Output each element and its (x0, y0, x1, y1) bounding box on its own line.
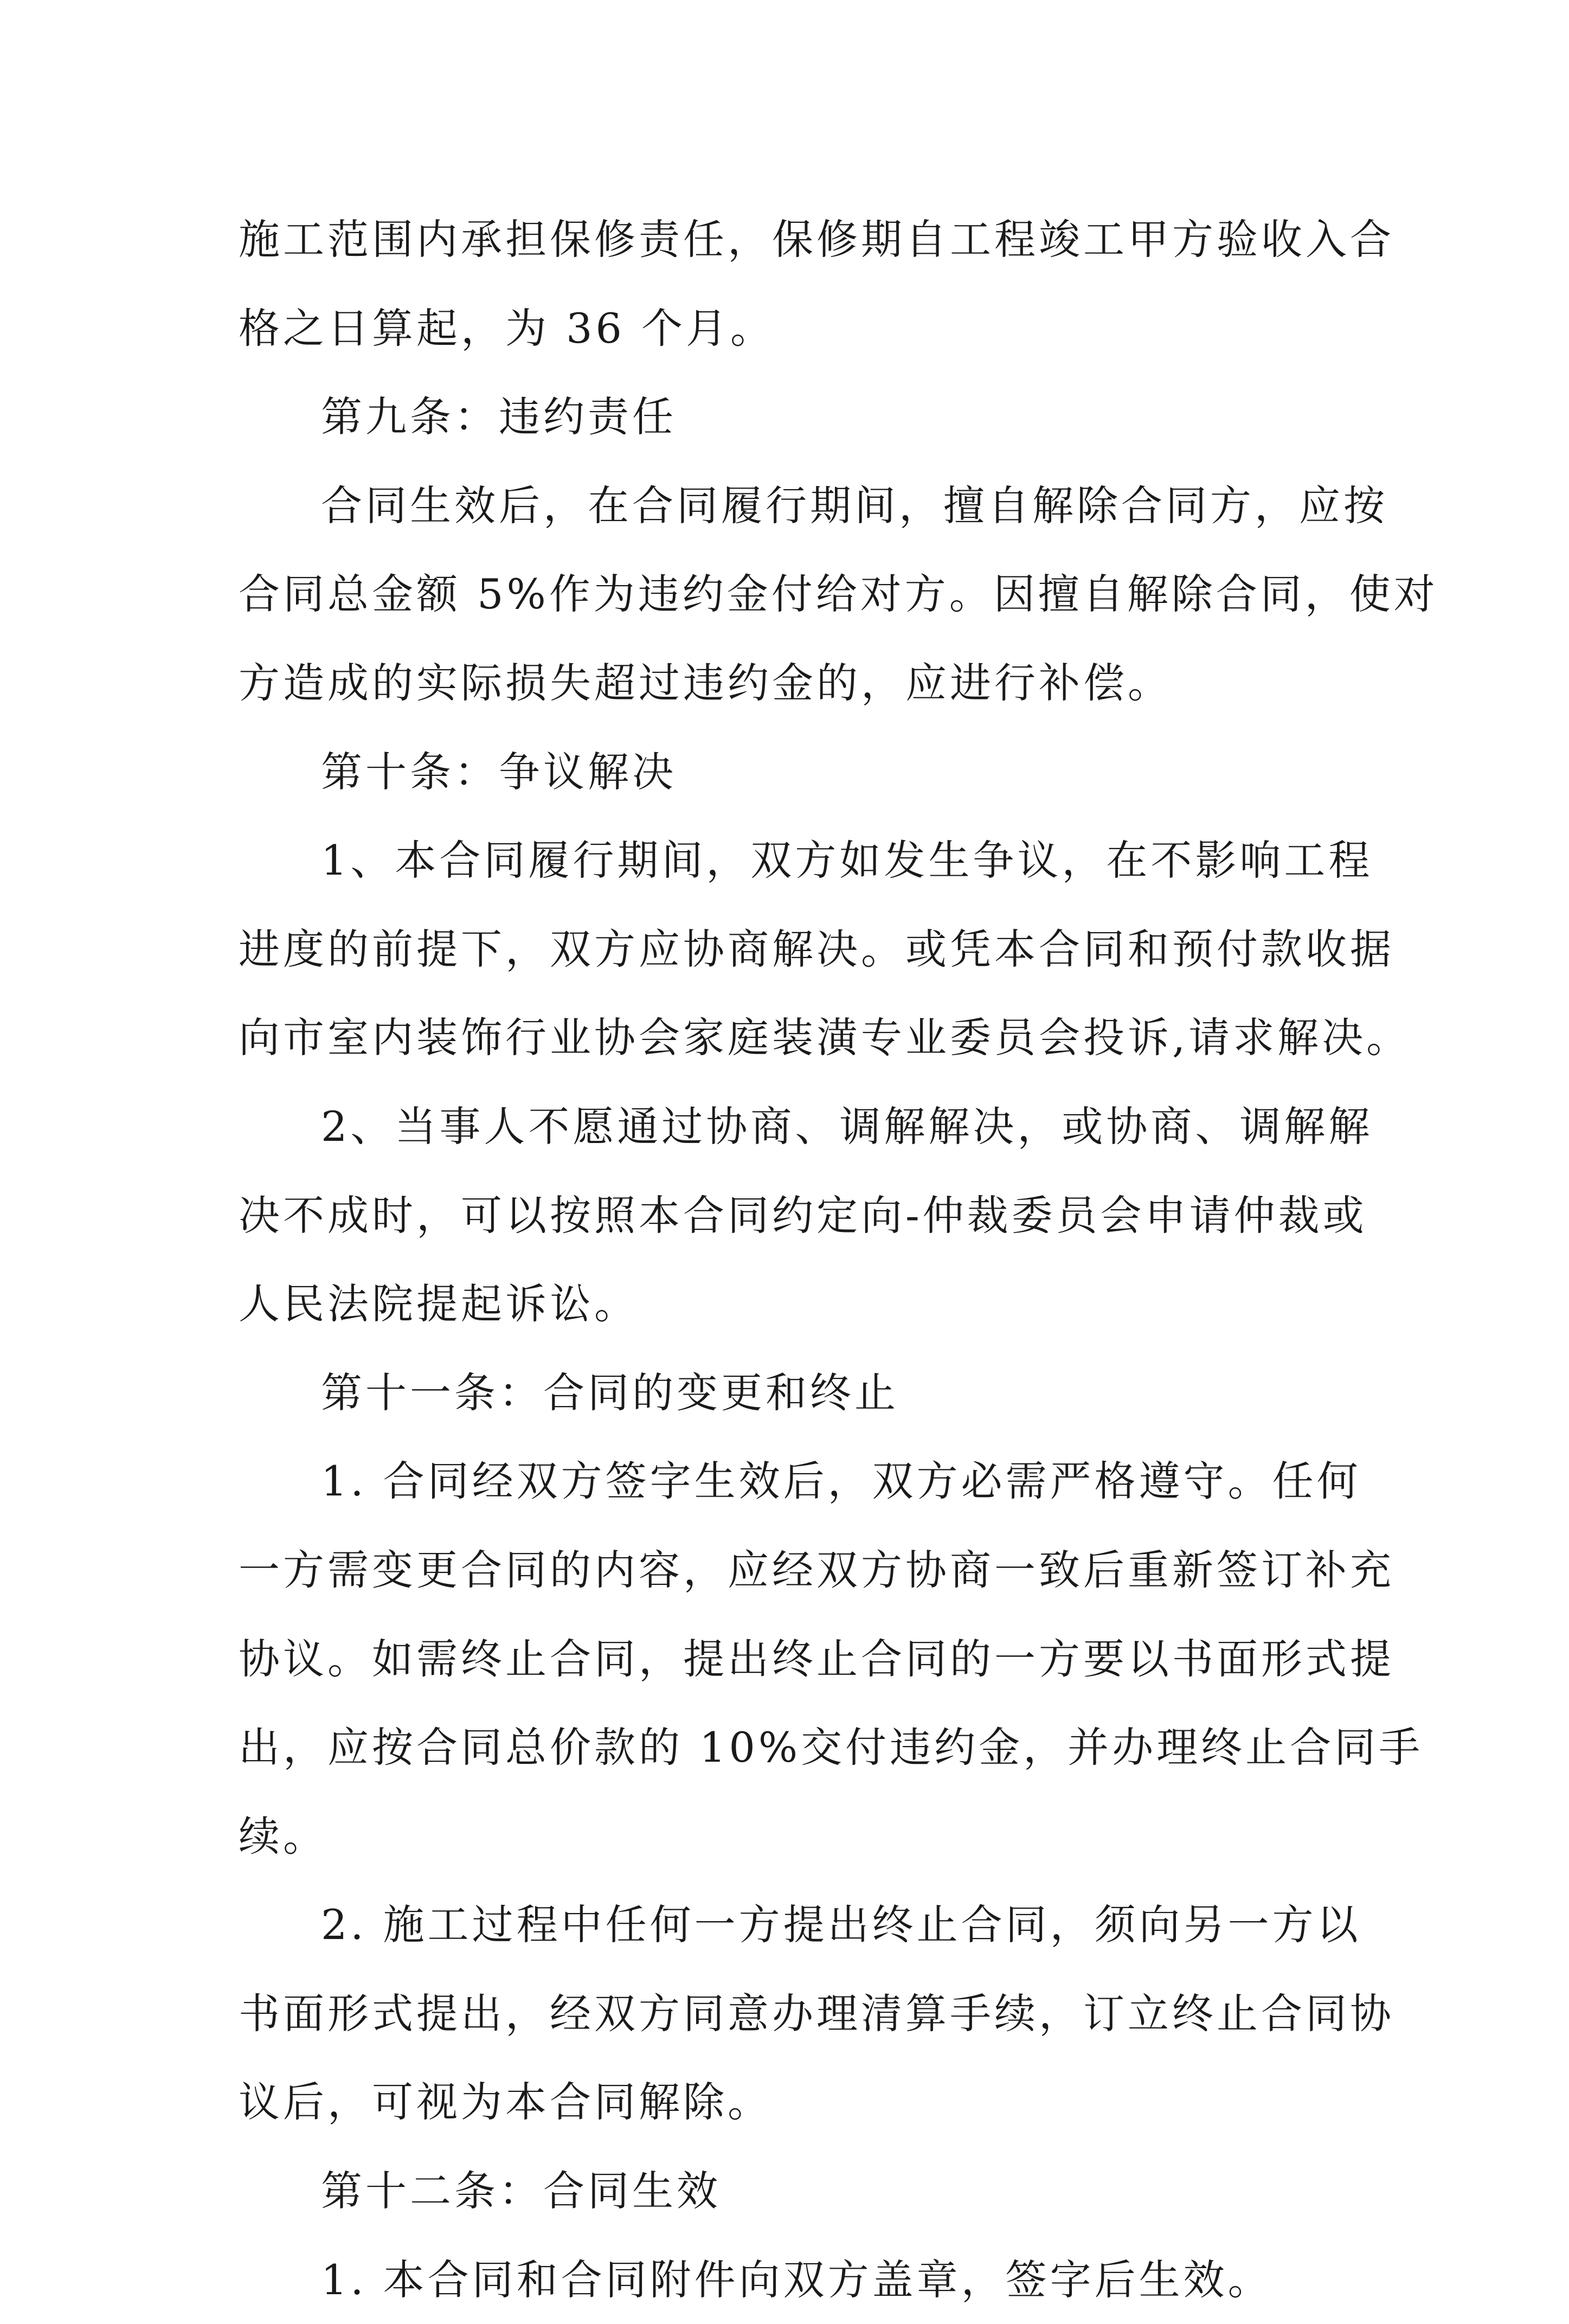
text-line: 方造成的实际损失超过违约金的，应进行补偿。 (239, 658, 1172, 707)
section-heading-article-12: 第十二条：合同生效 (321, 2167, 721, 2216)
text-line: 书面形式提出，经双方同意办理清算手续，订立终止合同协 (239, 1989, 1394, 2038)
text-line: 决不成时，可以按照本合同约定向-仲裁委员会申请仲裁或 (239, 1191, 1367, 1240)
text-line: 1. 本合同和合同附件向双方盖章，签字后生效。 (321, 2255, 1272, 2304)
text-line: 议后，可视为本合同解除。 (239, 2078, 772, 2127)
text-line: 一方需变更合同的内容，应经双方协商一致后重新签订补充 (239, 1545, 1394, 1594)
text-line: 1. 合同经双方签字生效后，双方必需严格遵守。任何 (321, 1457, 1361, 1506)
text-line: 施工范围内承担保修责任，保修期自工程竣工甲方验收入合 (239, 215, 1394, 264)
contract-text (239, 195, 1438, 2324)
text-line: 合同总金额 5%作为违约金付给对方。因擅自解除合同，使对 (239, 570, 1438, 619)
text-line: 进度的前提下，双方应协商解决。或凭本合同和预付款收据 (239, 925, 1394, 973)
text-line: 协议。如需终止合同，提出终止合同的一方要以书面形式提 (239, 1634, 1394, 1683)
text-line: 2、当事人不愿通过协商、调解解决，或协商、调解解 (321, 1102, 1373, 1151)
text-line: 合同生效后，在合同履行期间，擅自解除合同方，应按 (321, 481, 1388, 530)
text-line: 格之日算起，为 36 个月。 (239, 304, 775, 352)
section-heading-article-11: 第十一条：合同的变更和终止 (321, 1368, 899, 1417)
text-line: 向市室内装饰行业协会家庭装潢专业委员会投诉,请求解决。 (239, 1013, 1411, 1062)
text-line: 续。 (239, 1812, 327, 1860)
section-heading-article-9: 第九条：违约责任 (321, 393, 677, 441)
text-line: 出，应按合同总价款的 10%交付违约金，并办理终止合同手 (239, 1723, 1424, 1772)
text-line: 2. 施工过程中任何一方提出终止合同，须向另一方以 (321, 1901, 1361, 1949)
text-line: 1、本合同履行期间，双方如发生争议，在不影响工程 (321, 836, 1373, 885)
section-heading-article-10: 第十条：争议解决 (321, 747, 677, 796)
text-line: 人民法院提起诉讼。 (239, 1280, 639, 1328)
